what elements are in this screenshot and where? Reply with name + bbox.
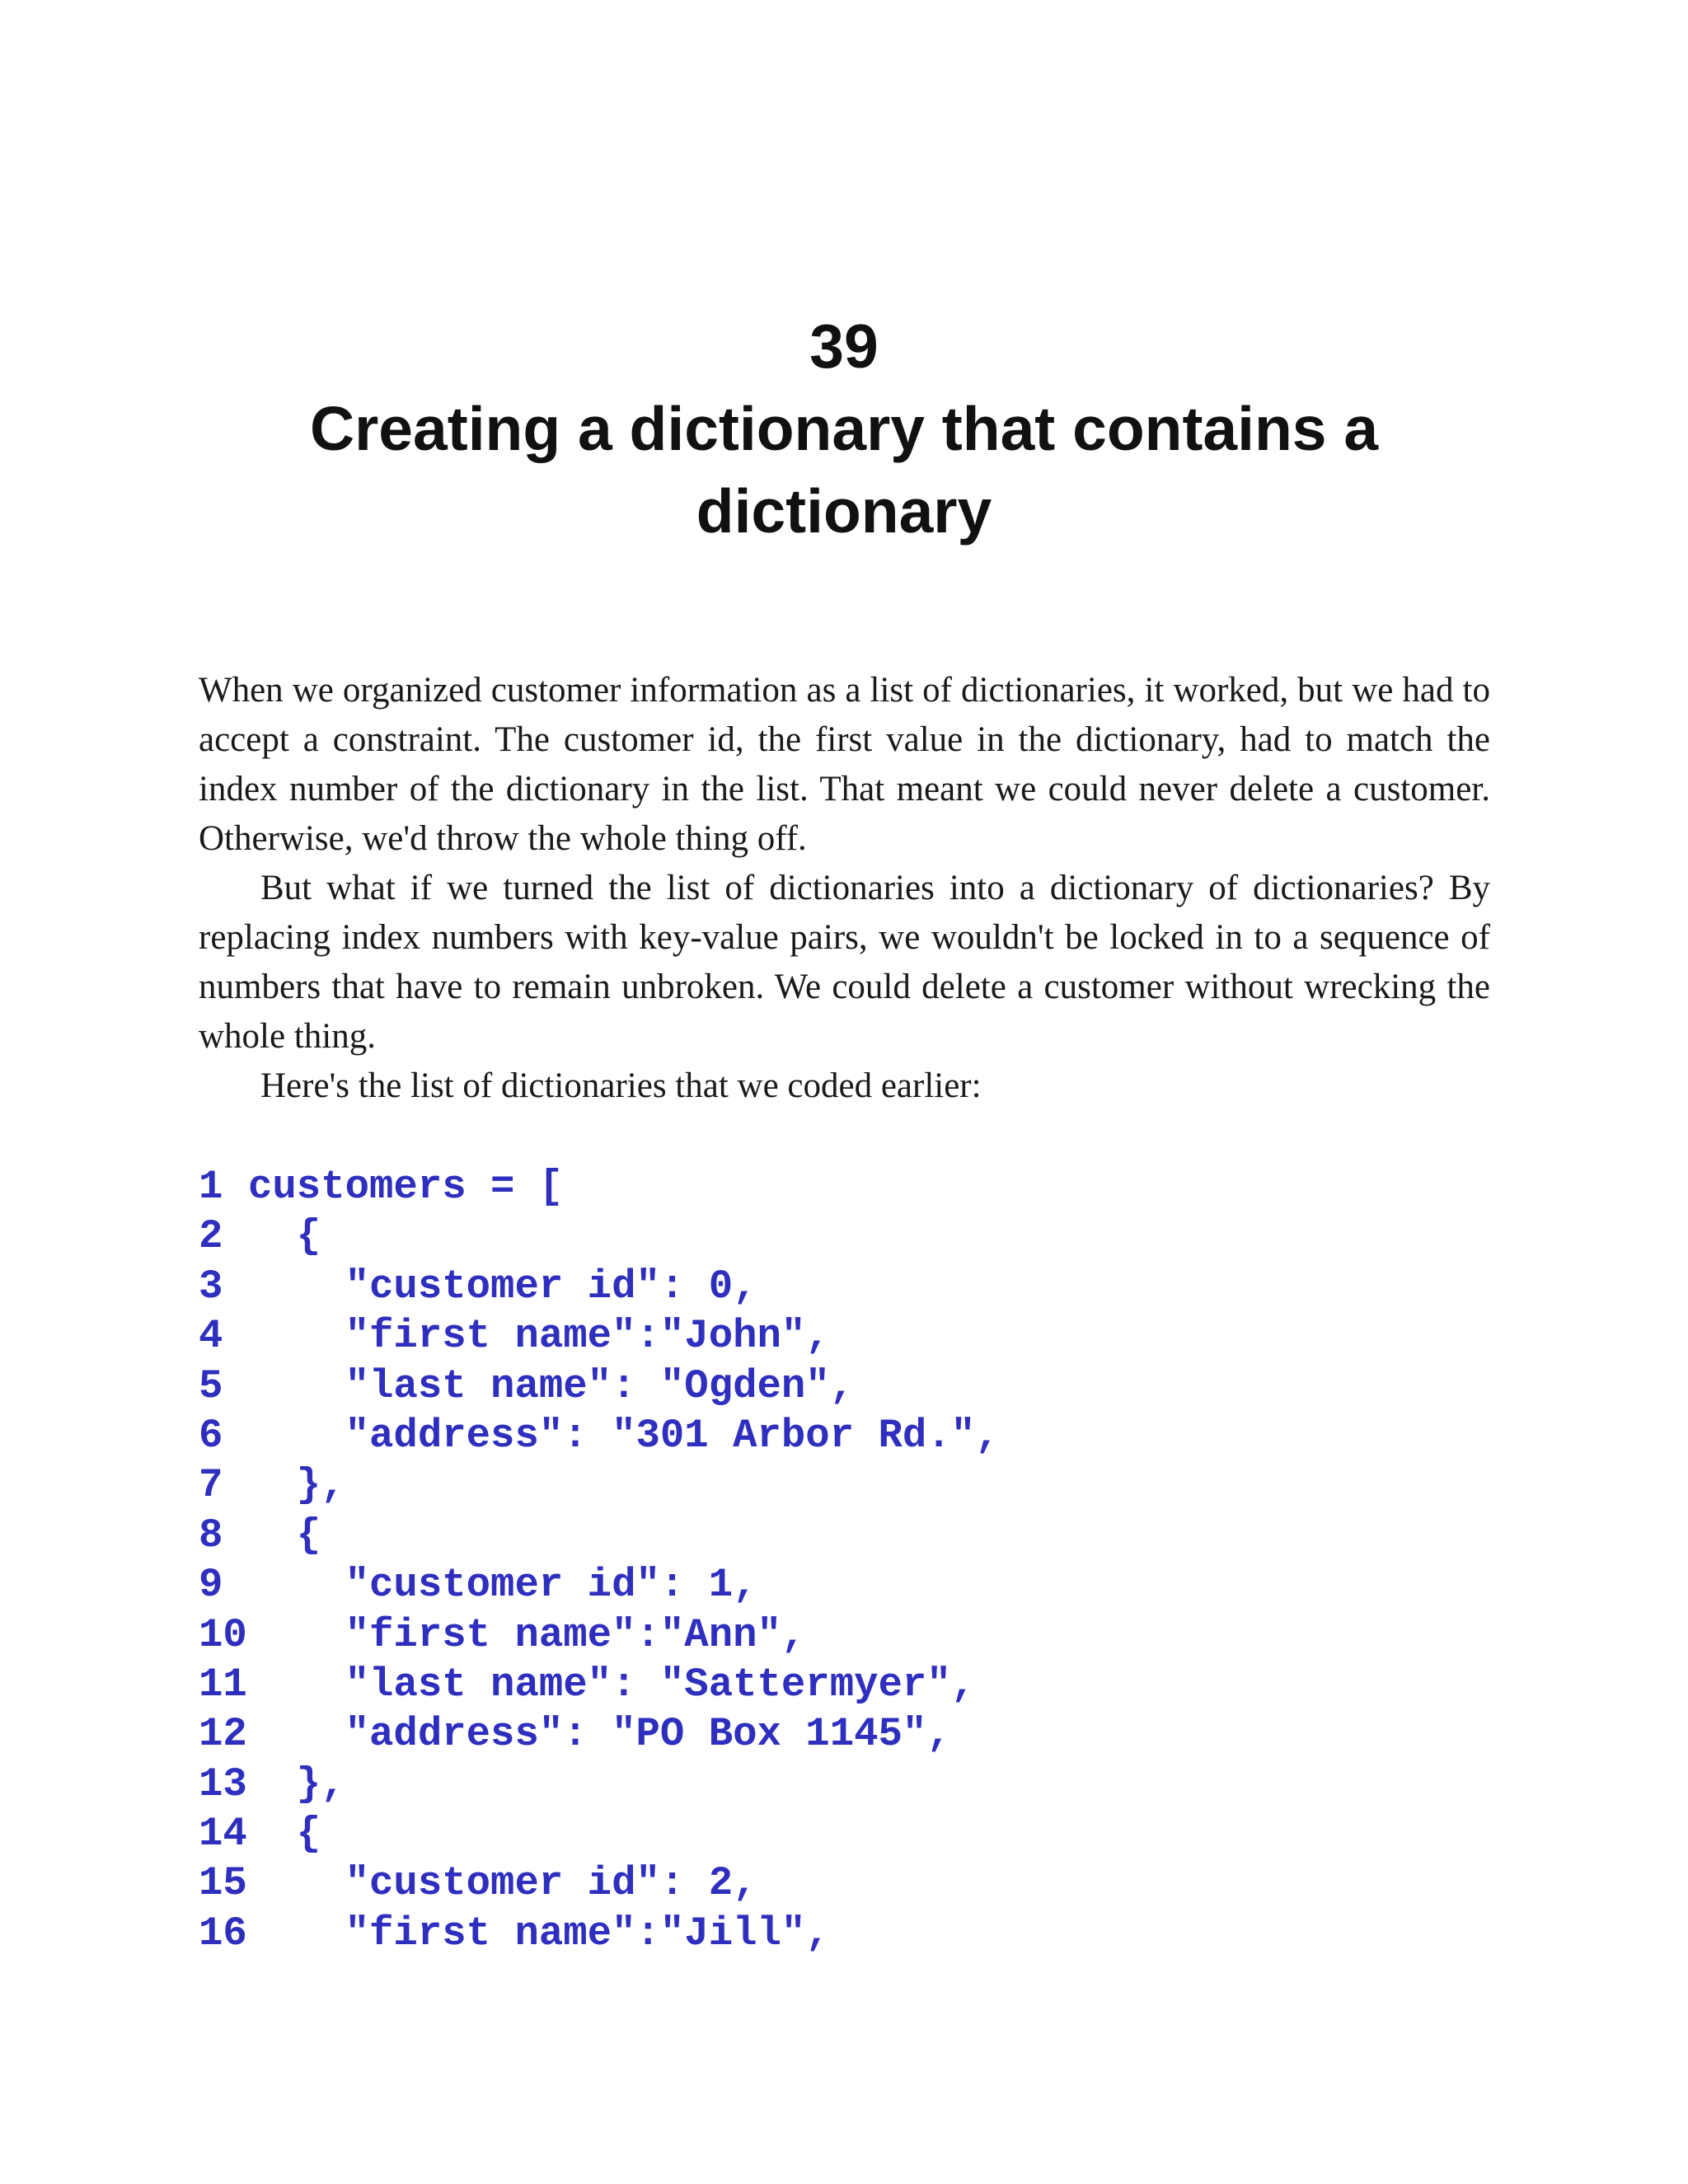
chapter-number: 39 (809, 312, 879, 381)
code-line (199, 1162, 1000, 1212)
line-number: 2 (199, 1213, 223, 1260)
code-line (199, 1809, 1000, 1858)
code-text: "address": "PO Box 1145", (248, 1711, 951, 1758)
code-line (199, 1610, 1000, 1660)
code-text: "address": "301 Arbor Rd.", (248, 1412, 1000, 1459)
code-line (199, 1262, 1000, 1311)
line-number: 7 (199, 1462, 223, 1509)
code-line (199, 1361, 1000, 1411)
code-text: "customer id": 0, (248, 1263, 757, 1310)
code-text: "first name":"John", (248, 1313, 830, 1360)
code-listing (199, 1162, 1000, 1958)
line-number: 10 (199, 1611, 247, 1658)
chapter-title: Creating a dictionary that contains a dictionary (309, 394, 1379, 546)
code-text: { (248, 1511, 321, 1558)
code-line (199, 1709, 1000, 1759)
line-number: 5 (199, 1362, 223, 1409)
code-line (199, 1858, 1000, 1908)
code-text: "last name": "Ogden", (248, 1362, 855, 1409)
line-number: 9 (199, 1562, 223, 1609)
code-text: "customer id": 1, (248, 1562, 757, 1609)
code-line (199, 1411, 1000, 1460)
code-text: "first name":"Ann", (248, 1611, 806, 1658)
code-text: }, (248, 1760, 345, 1807)
code-line (199, 1909, 1000, 1958)
code-text: { (248, 1213, 321, 1260)
paragraph-intro: When we organized customer information as a list of dictionaries, it worked, but we had to accept a constraint. The customer id, the first value in the dictionary, had to match the index number of the dictionary in the list. That meant we could never delete a customer. Otherwise, we'd throw the whole thing off. (199, 671, 1490, 858)
chapter-heading (198, 305, 1490, 552)
line-number: 8 (199, 1511, 223, 1558)
code-line (199, 1460, 1000, 1510)
line-number: 13 (199, 1760, 247, 1807)
body-text (199, 666, 1490, 1111)
code-line (199, 1212, 1000, 1261)
code-line (199, 1760, 1000, 1809)
code-text: "first name":"Jill", (248, 1910, 830, 1957)
line-number: 3 (199, 1263, 223, 1310)
line-number: 12 (199, 1711, 247, 1758)
line-number: 16 (199, 1910, 247, 1957)
code-line (199, 1511, 1000, 1560)
code-text: "customer id": 2, (248, 1860, 757, 1907)
code-text: { (248, 1811, 321, 1858)
line-number: 15 (199, 1860, 247, 1907)
code-text: }, (248, 1462, 345, 1509)
code-line (199, 1560, 1000, 1610)
paragraph-lead-in: Here's the list of dictionaries that we coded earlier: (260, 1066, 982, 1105)
code-line (199, 1660, 1000, 1709)
line-number: 1 (199, 1164, 223, 1210)
line-number: 6 (199, 1412, 223, 1459)
paragraph-proposal: But what if we turned the list of dictionaries into a dictionary of dictionaries? By replacing index numbers with key-value pairs, we wouldn't be locked in to a sequence of numbers that have to remain unbroken. We could delete a customer without wrecking the whole thing. (199, 869, 1490, 1056)
code-text: customers = [ (248, 1164, 564, 1210)
line-number: 14 (199, 1811, 247, 1858)
line-number: 11 (199, 1661, 247, 1708)
code-line (199, 1311, 1000, 1361)
code-text: "last name": "Sattermyer", (248, 1661, 976, 1708)
line-number: 4 (199, 1313, 223, 1360)
